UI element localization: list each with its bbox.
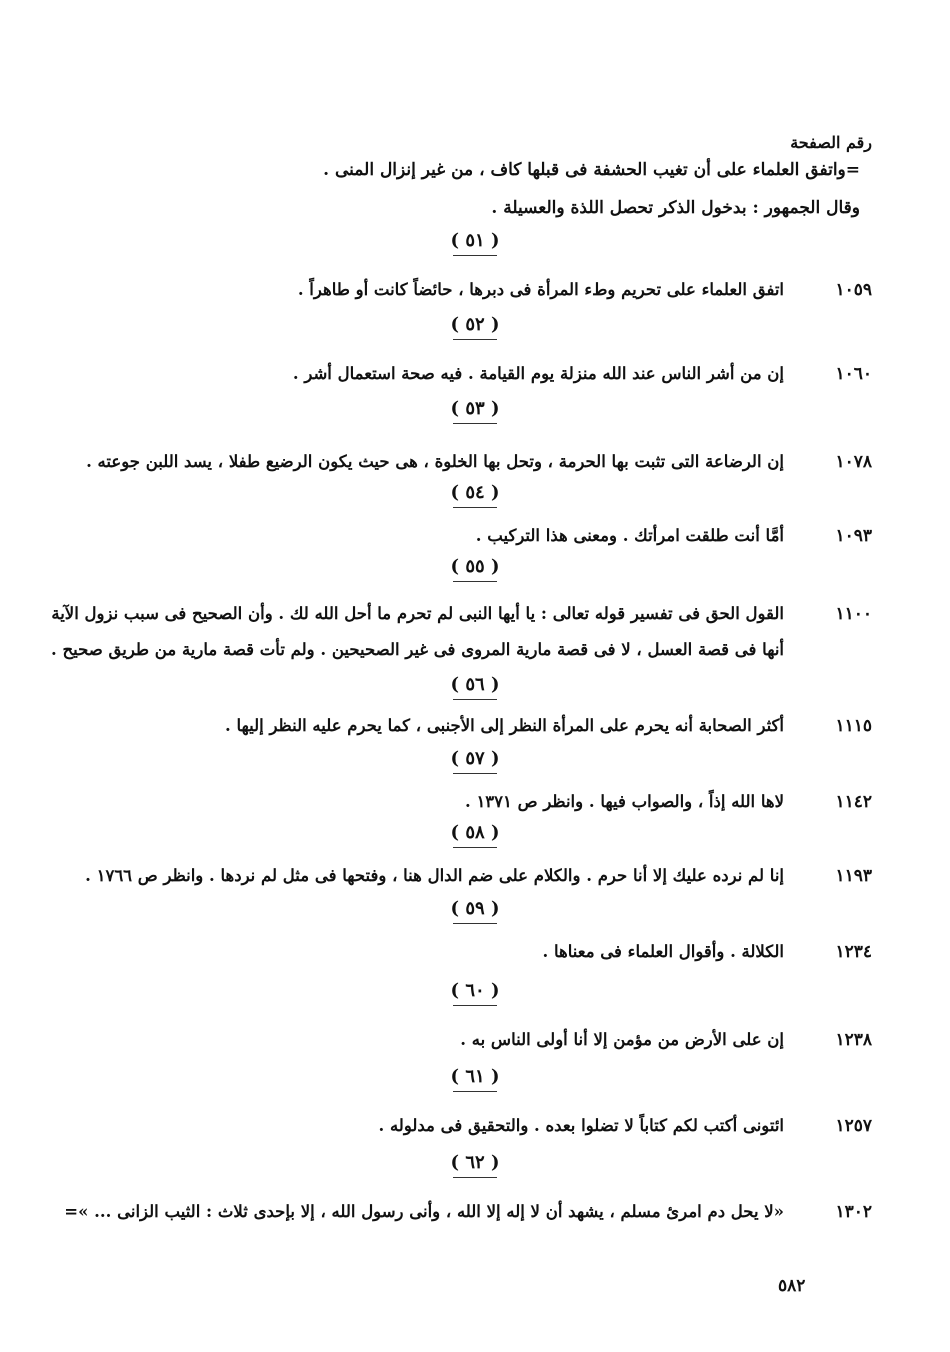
entry-text: «لا يحل دم امرئ مسلم ، يشهد أن لا إله إلا الله ، وأنى رسول الله ، إلا بإحدى ثلاث : الثيب الزانى ... »= bbox=[64, 1202, 784, 1221]
index-entry bbox=[50, 604, 872, 674]
section-rule bbox=[453, 507, 497, 508]
entry-text: إن على الأرض من مؤمن إلا أنا أولى الناس به . bbox=[460, 1030, 784, 1049]
section-number: ( ٥٣ ) bbox=[450, 398, 500, 419]
section-heading bbox=[420, 1152, 530, 1178]
index-entry bbox=[80, 526, 872, 560]
continuation-line: =واتفق العلماء على أن تغيب الحشفة فى قبلها كاف ، من غير إنزال المنى . bbox=[323, 160, 860, 180]
section-number: ( ٥٨ ) bbox=[450, 822, 500, 843]
entry-page-number: ١٠٩٣ bbox=[835, 526, 872, 546]
entry-text: إن من أشر الناس عند الله منزلة يوم القيامة . فيه صحة استعمال أشر . bbox=[292, 364, 784, 383]
index-entry bbox=[80, 1030, 872, 1064]
section-rule bbox=[453, 847, 497, 848]
entry-page-number: ١٠٦٠ bbox=[835, 364, 872, 384]
entry-page-number: ١٠٧٨ bbox=[835, 452, 872, 472]
section-rule bbox=[453, 1005, 497, 1006]
continuation-line: وقال الجمهور : بدخول الذكر تحصل اللذة والعسيلة . bbox=[491, 198, 860, 218]
section-heading bbox=[420, 1066, 530, 1092]
entry-page-number: ١١١٥ bbox=[835, 716, 872, 736]
section-rule bbox=[453, 1091, 497, 1092]
section-number: ( ٥٤ ) bbox=[450, 482, 500, 503]
entry-page-number: ١١٤٢ bbox=[835, 792, 872, 812]
entry-text: لاها الله إذاً ، والصواب فيها . وانظر ص ١٣٧١ . bbox=[464, 792, 784, 811]
section-rule bbox=[453, 1177, 497, 1178]
section-heading bbox=[420, 556, 530, 582]
entry-page-number: ١١٩٣ bbox=[835, 866, 872, 886]
index-entry bbox=[80, 942, 872, 976]
section-number: ( ٥٦ ) bbox=[450, 674, 500, 695]
entry-page-number: ١٢٣٨ bbox=[835, 1030, 872, 1050]
entry-text: اتفق العلماء على تحريم وطء المرأة فى دبرها ، حائضاً كانت أو طاهراً . bbox=[297, 280, 784, 299]
section-number: ( ٥١ ) bbox=[450, 230, 500, 251]
index-entry bbox=[80, 364, 872, 398]
page-number: ٥٨٢ bbox=[778, 1276, 806, 1296]
entry-text: القول الحق فى تفسير قوله تعالى : يا أيها النبى لم تحرم ما أحل الله لك . وأن الصحيح فى سبب نزول الآية bbox=[51, 604, 784, 623]
entry-page-number: ١٢٣٤ bbox=[835, 942, 872, 962]
section-rule bbox=[453, 255, 497, 256]
section-heading bbox=[420, 748, 530, 774]
section-number: ( ٦٠ ) bbox=[450, 980, 500, 1001]
section-heading bbox=[420, 398, 530, 424]
index-entry bbox=[80, 280, 872, 314]
section-heading bbox=[420, 482, 530, 508]
section-heading bbox=[420, 822, 530, 848]
section-heading bbox=[420, 980, 530, 1006]
section-rule bbox=[453, 423, 497, 424]
section-number: ( ٦١ ) bbox=[450, 1066, 500, 1087]
index-entry bbox=[64, 1202, 872, 1236]
section-number: ( ٥٥ ) bbox=[450, 556, 500, 577]
entry-text: إنا لم نرده عليك إلا أنا حرم . والكلام على ضم الدال هنا ، وفتحها فى مثل لم نردها . وانظر ص ١٧٦٦ . bbox=[85, 866, 784, 885]
section-heading bbox=[420, 314, 530, 340]
entry-text: أمَّا أنت طلقت امرأتك . ومعنى هذا التركيب . bbox=[475, 526, 784, 545]
entry-text: أكثر الصحابة أنه يحرم على المرأة النظر إلى الأجنبى ، كما يحرم عليه النظر إليها . bbox=[225, 716, 784, 735]
section-number: ( ٥٧ ) bbox=[450, 748, 500, 769]
entry-page-number: ١٣٠٢ bbox=[835, 1202, 872, 1222]
section-rule bbox=[453, 699, 497, 700]
section-rule bbox=[453, 773, 497, 774]
index-entry bbox=[80, 716, 872, 750]
section-heading bbox=[420, 898, 530, 924]
entry-text: ائتونى أكتب لكم كتاباً لا تضلوا بعده . والتحقيق فى مدلوله . bbox=[378, 1116, 784, 1135]
index-entry bbox=[80, 866, 872, 900]
section-rule bbox=[453, 581, 497, 582]
section-heading bbox=[420, 674, 530, 700]
index-entry bbox=[80, 452, 872, 486]
section-number: ( ٥٩ ) bbox=[450, 898, 500, 919]
index-entry bbox=[80, 1116, 872, 1150]
index-entry bbox=[80, 792, 872, 826]
entry-text: الكلالة . وأقوال العلماء فى معناها . bbox=[542, 942, 784, 961]
section-heading bbox=[420, 230, 530, 256]
page-column-label: رقم الصفحة bbox=[790, 133, 872, 152]
entry-text: إن الرضاعة التى تثبت بها الحرمة ، وتحل بها الخلوة ، هى حيث يكون الرضيع طفلا ، يسد اللبن جوعته . bbox=[86, 452, 784, 471]
entry-page-number: ١١٠٠ bbox=[835, 604, 872, 624]
section-number: ( ٥٢ ) bbox=[450, 314, 500, 335]
entry-page-number: ١٢٥٧ bbox=[835, 1116, 872, 1136]
section-number: ( ٦٢ ) bbox=[450, 1152, 500, 1173]
entry-page-number: ١٠٥٩ bbox=[835, 280, 872, 300]
section-rule bbox=[453, 339, 497, 340]
section-rule bbox=[453, 923, 497, 924]
entry-text: أنها فى قصة العسل ، لا فى قصة مارية المروى فى غير الصحيحين . ولم تأت قصة مارية من طريق صحيح . bbox=[50, 640, 784, 659]
